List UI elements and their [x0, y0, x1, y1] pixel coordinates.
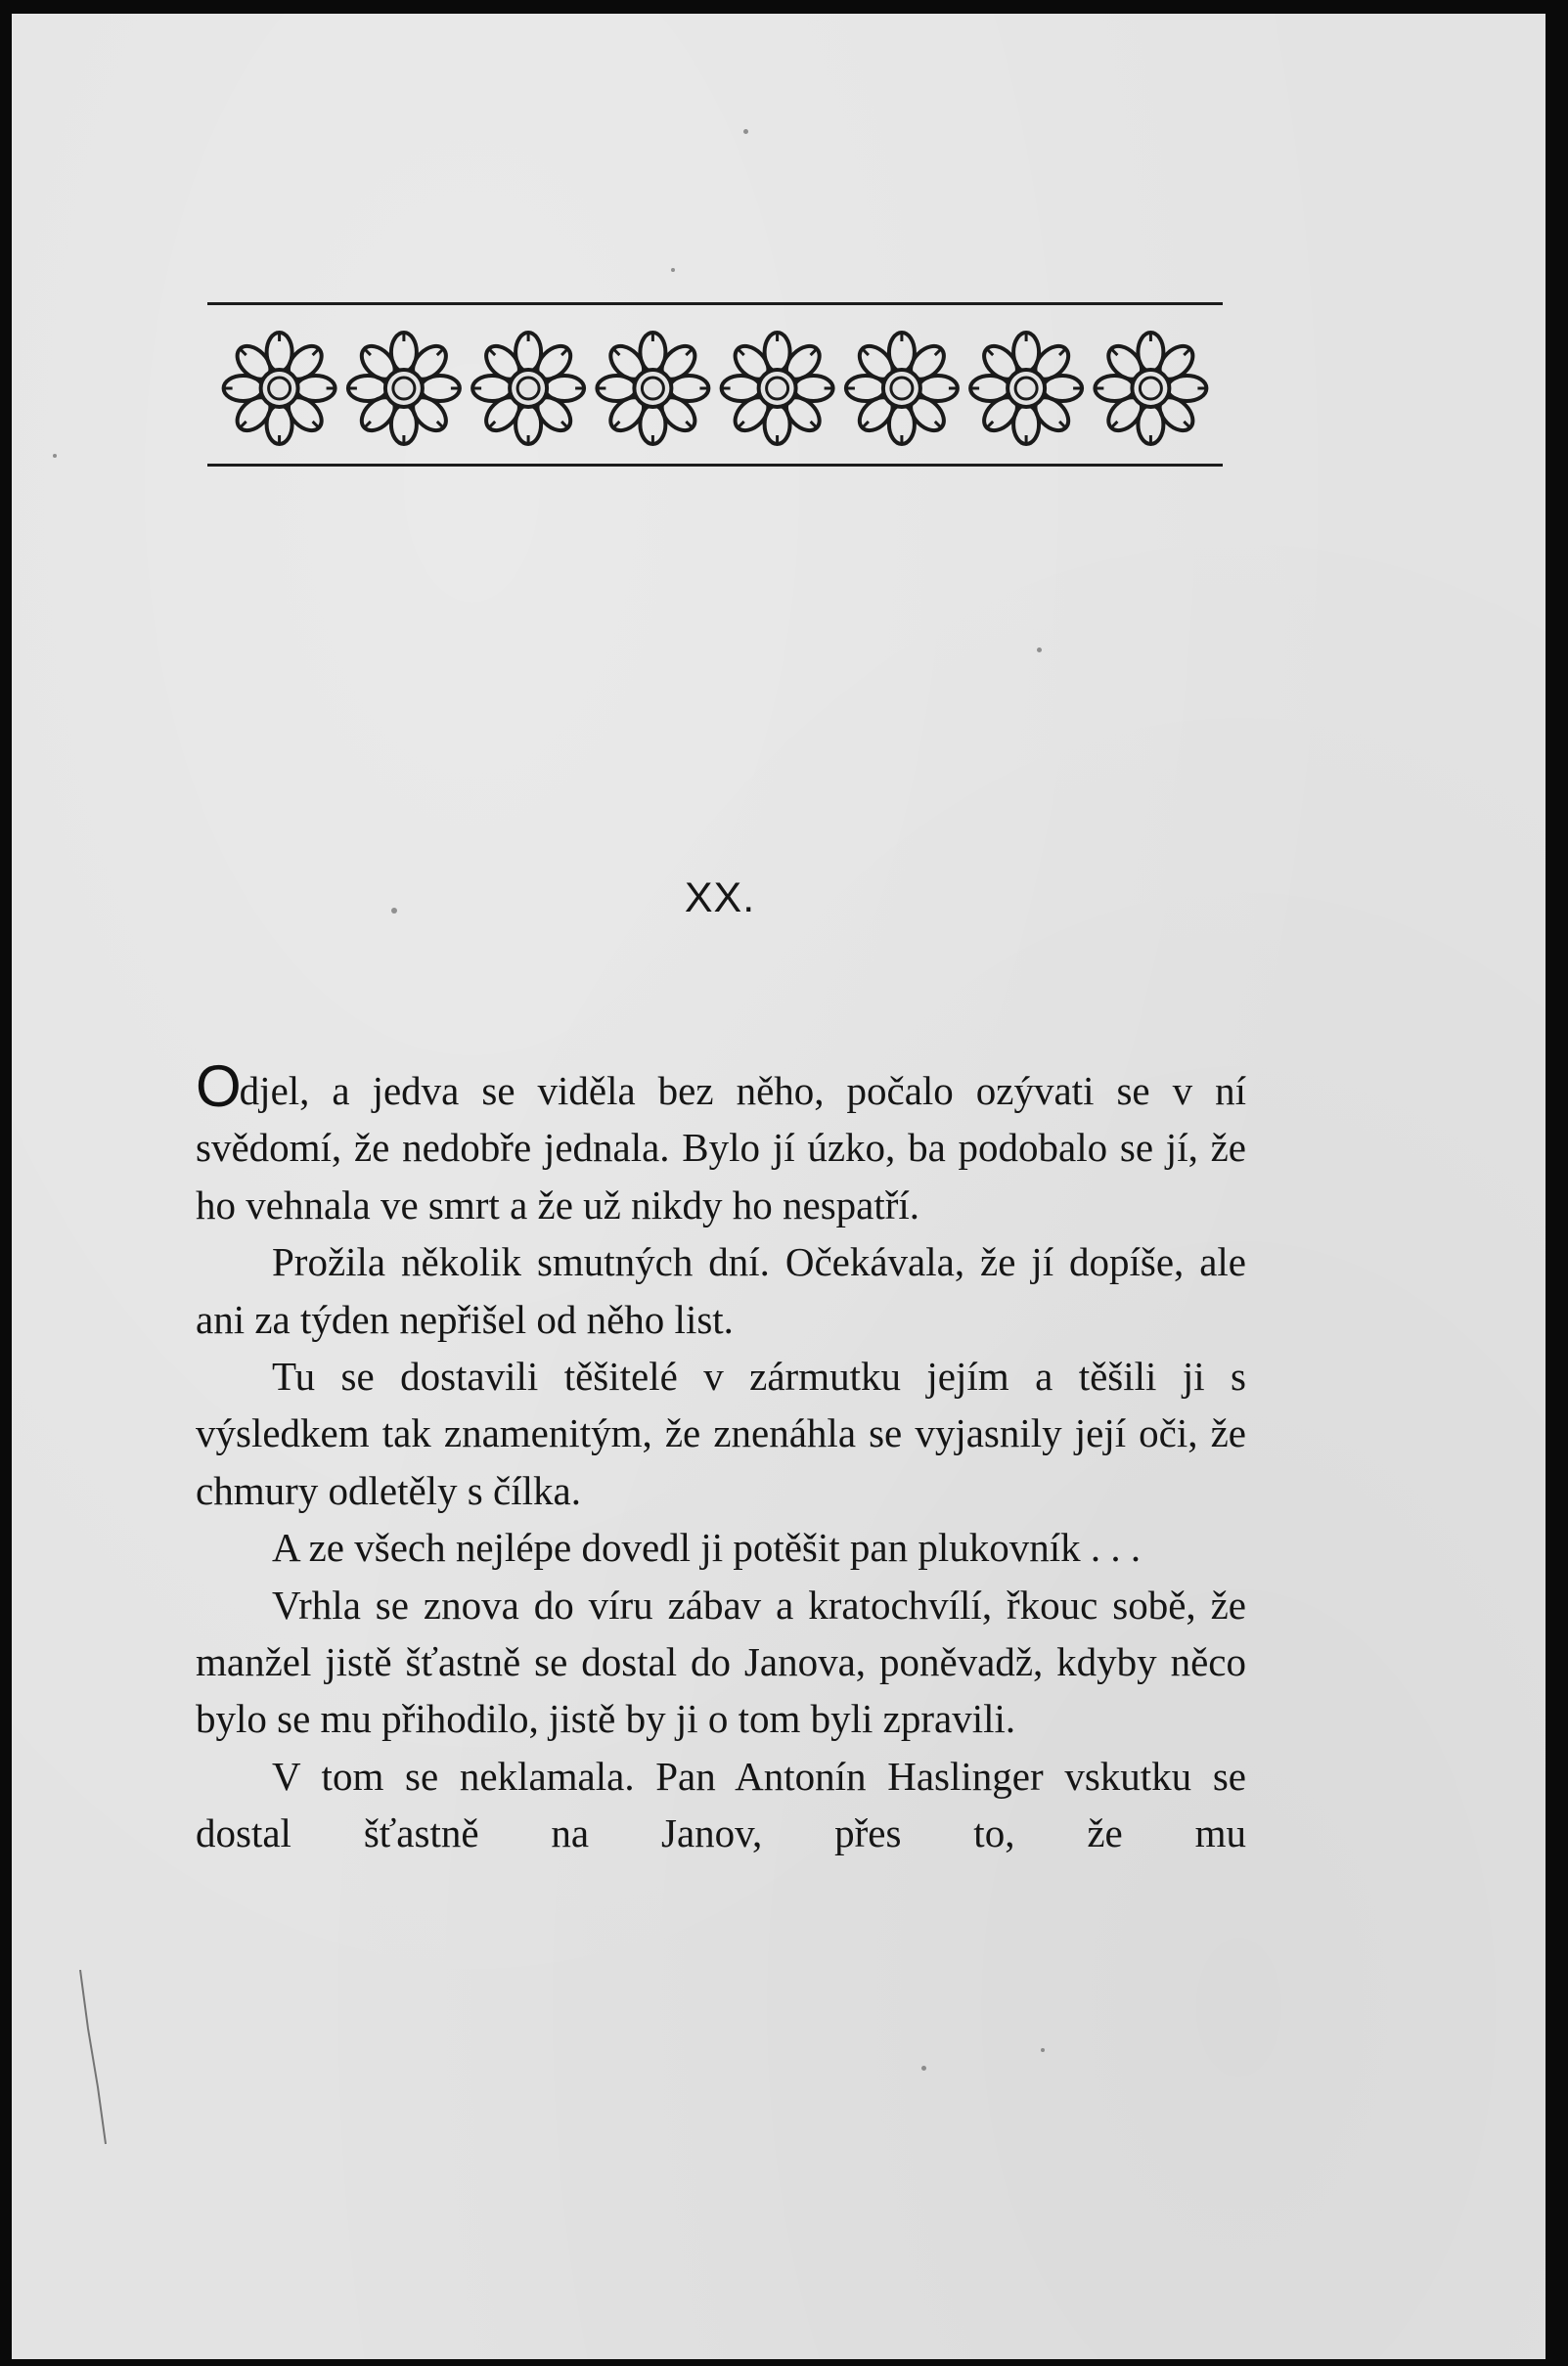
margin-pencil-mark	[76, 1970, 115, 2146]
paragraph-text: djel, a jedva se viděla bez něho, počalo ozývati se v ní svědomí, že nedobře jednala. Bylo jí úzko, ba podobalo se jí, že ho vehnala ve smrt a že už nikdy ho nespatří.	[196, 1068, 1246, 1228]
flower-rosette-icon	[597, 333, 708, 444]
flower-rosette-icon	[1095, 333, 1206, 444]
book-page	[12, 14, 1546, 2359]
chapter-title: XX.	[684, 874, 756, 921]
flower-rosette-band	[217, 329, 1213, 448]
flower-rosette-icon	[348, 333, 460, 444]
flower-rosette-icon	[970, 333, 1082, 444]
paper-speck	[391, 908, 397, 914]
drop-cap: O	[196, 1053, 242, 1119]
paper-speck	[53, 454, 57, 458]
paper-speck	[671, 268, 675, 272]
paragraph-2: Prožila několik smutných dní. Očekávala, že jí dopíše, ale ani za týden nepřišel od něho list.	[196, 1239, 1246, 1342]
paragraph-5: Vrhla se znova do víru zábav a kratochvílí, řkouc sobě, že manžel jistě šťastně se dostal do Janova, poněvadž, kdyby něco bylo se mu přihodilo, jistě by ji o tom byli zpravili.	[196, 1582, 1246, 1742]
paper-speck	[1037, 647, 1042, 652]
paper-speck	[921, 2066, 926, 2071]
flower-rosette-icon	[224, 333, 336, 444]
flower-rosette-icon	[722, 333, 833, 444]
ornament-top-rule	[207, 302, 1223, 305]
paper-speck	[1041, 2048, 1045, 2052]
chapter-body	[196, 1053, 1246, 1862]
paragraph-3: Tu se dostavili těšitelé v zármutku jejím a těšili ji s výsledkem tak znamenitým, že znenáhla se vyjasnily její oči, že chmury odletěly s čílka.	[196, 1354, 1246, 1513]
paper-speck	[743, 129, 748, 134]
paragraph-6: V tom se neklamala. Pan Antonín Haslinger vskutku se dostal šťastně na Janov, přes to, že mu	[196, 1753, 1246, 1856]
flower-rosette-icon	[846, 333, 958, 444]
paragraph-4: A ze všech nejlépe dovedl ji potěšit pan plukovník . . .	[272, 1525, 1142, 1571]
ornament-bottom-rule	[207, 464, 1223, 467]
paragraph-1	[196, 1053, 1246, 1233]
flower-rosette-icon	[472, 333, 584, 444]
